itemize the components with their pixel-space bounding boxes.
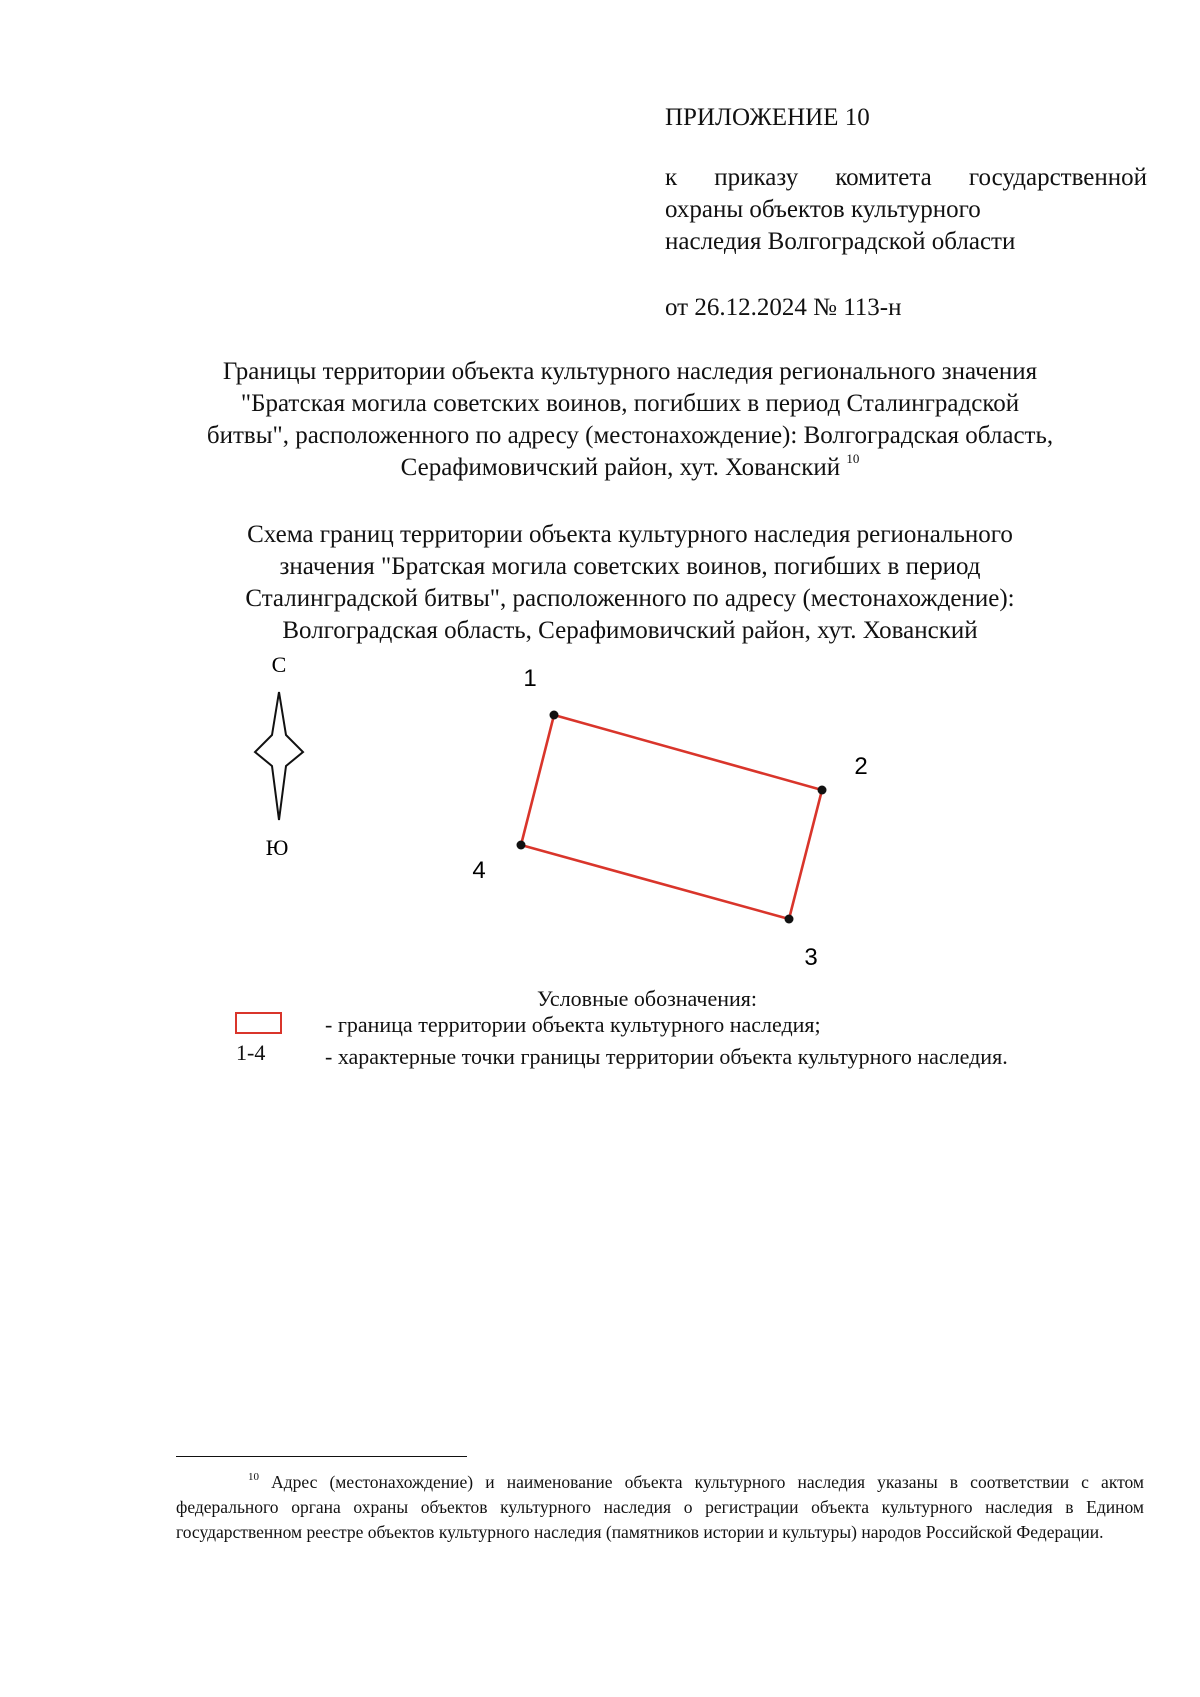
footnote-number: 10 (248, 1471, 259, 1483)
compass-rose (255, 652, 303, 860)
scheme-title-line-2: значения "Братская могила советских воинов, погибших в период (279, 553, 981, 580)
boundary-point-3 (785, 915, 794, 924)
scheme-title-line-3: Сталинградской битвы", расположенного по адресу (местонахождение): (245, 585, 1015, 612)
scheme-title (150, 519, 1110, 647)
scheme-title-line-1: Схема границ территории объекта культурного наследия регионального (247, 521, 1013, 548)
main-title-line-3: битвы", расположенного по адресу (местонахождение): Волгоградская область, (206, 422, 1054, 449)
appendix-title: ПРИЛОЖЕНИЕ 10 (665, 104, 870, 131)
north-arrow-icon (255, 692, 303, 820)
compass-north-label: С (271, 652, 287, 677)
boundary-point-1 (550, 711, 559, 720)
compass-south-label: Ю (265, 835, 289, 860)
footnote (176, 1470, 1144, 1545)
boundary-point-label-4: 4 (472, 857, 486, 884)
main-title-line-1: Границы территории объекта культурного наследия регионального значения (222, 358, 1038, 385)
main-title (130, 356, 1130, 484)
boundary-point-2 (818, 786, 827, 795)
main-title-line-4 (130, 452, 1130, 484)
legend-points-code: 1-4 (236, 1040, 266, 1065)
boundary-point-label-1: 1 (523, 665, 537, 692)
scheme-title-line-4: Волгоградская область, Серафимовичский район, хут. Хованский (282, 617, 978, 644)
footnote-ref-marker[interactable]: 10 (846, 451, 860, 466)
legend-points-description: - характерные точки границы территории объекта культурного наследия. (325, 1044, 1008, 1069)
heritage-boundary-polygon (521, 715, 822, 919)
footnote-separator (176, 1456, 467, 1457)
appendix-order (665, 162, 1147, 258)
boundary-scheme-map (0, 640, 1200, 980)
footnote-text: Адрес (местонахождение) и наименование объекта культурного наследия указаны в соответствии с актом федерального органа охраны объектов культурного наследия о регистрации объекта культурного наследия в Едином государственном реестре объектов культурного наследия (памятников истории и культуры) народов Российской Федерации. (176, 1472, 1144, 1542)
legend-boundary-description: - граница территории объекта культурного наследия; (325, 1012, 821, 1037)
appendix-order-line-2: охраны объектов культурного (665, 196, 981, 223)
legend-boundary-swatch (235, 1012, 282, 1034)
boundary-point-4 (517, 841, 526, 850)
boundary-point-label-3: 3 (804, 944, 818, 971)
main-title-line-4-text: Серафимовичский район, хут. Хованский (400, 454, 841, 481)
boundary-point-label-2: 2 (854, 753, 868, 780)
main-title-line-2: "Братская могила советских воинов, погибших в период Сталинградской (240, 390, 1020, 417)
appendix-order-line-3: наследия Волгоградской области (665, 228, 1016, 255)
appendix-date: от 26.12.2024 № 113-н (665, 294, 902, 321)
legend-title: Условные обозначения: (537, 986, 758, 1011)
appendix-order-line-1: к приказу комитета государственной (665, 164, 1147, 191)
